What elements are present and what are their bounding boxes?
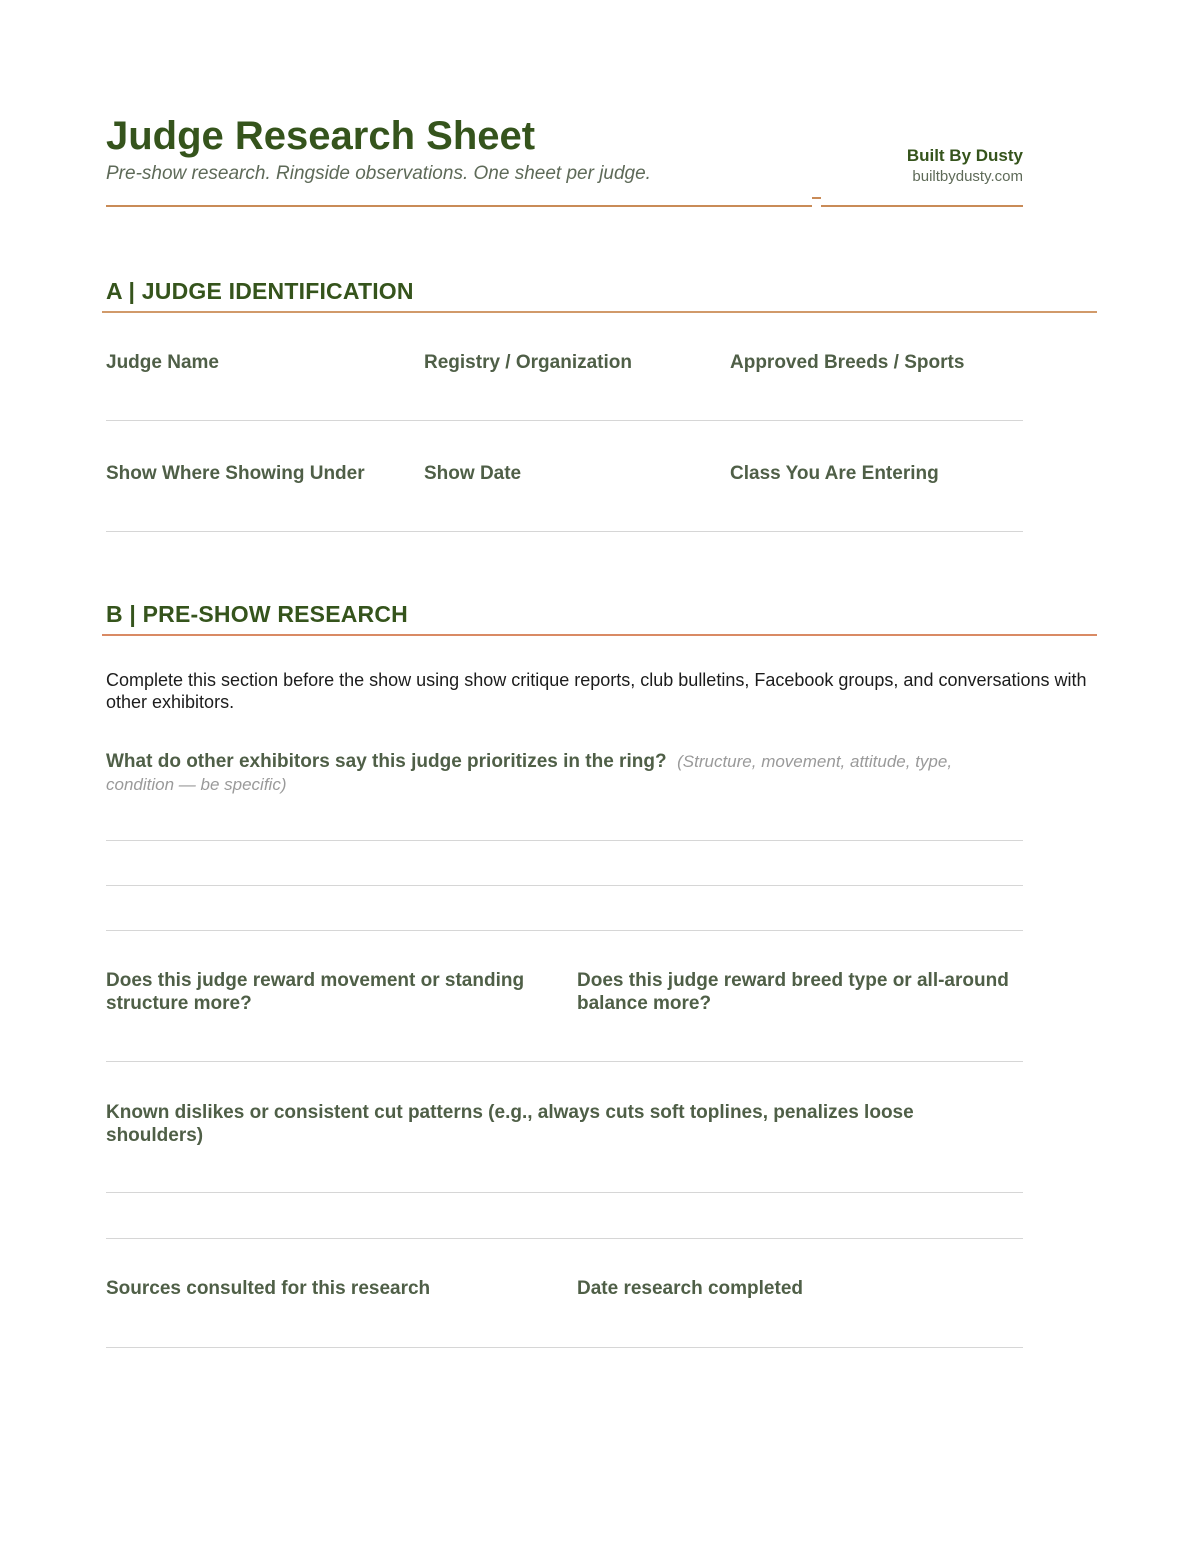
- priorities-question: [106, 750, 1006, 796]
- breed-type-question: Does this judge reward breed type or all-around balance more?: [577, 970, 1009, 1014]
- dislikes-answer-line-2[interactable]: [106, 1238, 1023, 1239]
- page-title: Judge Research Sheet: [106, 114, 536, 158]
- dislikes-answer-line-1[interactable]: [106, 1192, 1023, 1193]
- show-date-label: Show Date: [424, 463, 522, 484]
- brand-name: Built By Dusty: [906, 146, 1023, 165]
- judge-identification-answer-line-2[interactable]: [106, 531, 1023, 532]
- class-entering-label: Class You Are Entering: [730, 463, 939, 484]
- date-completed-question: Date research completed: [577, 1278, 803, 1299]
- header-divider-right: [821, 205, 1023, 207]
- sources-question: Sources consulted for this research: [106, 1278, 431, 1299]
- judge-identification-answer-line-1[interactable]: [106, 420, 1023, 421]
- sources-date-answer-line[interactable]: [106, 1347, 1023, 1348]
- priorities-question-text: What do other exhibitors say this judge prioritizes in the ring?: [106, 751, 667, 772]
- header-divider: [106, 205, 812, 207]
- approved-breeds-label: Approved Breeds / Sports: [730, 352, 965, 373]
- priorities-answer-line-2[interactable]: [106, 885, 1023, 886]
- priorities-question-hint: (Structure, movement, attitude, type, condition — be specific): [106, 752, 953, 794]
- section-b-divider: [102, 634, 1097, 636]
- registry-label: Registry / Organization: [424, 352, 632, 373]
- section-a-divider: [102, 311, 1097, 313]
- brand-url: builtbydusty.com: [912, 168, 1023, 185]
- header-divider-mark: [812, 197, 821, 199]
- dislikes-question: Known dislikes or consistent cut patterns (e.g., always cuts soft toplines, penalizes loose shoulders): [106, 1102, 914, 1146]
- show-where-label: Show Where Showing Under: [106, 463, 365, 484]
- judge-name-label: Judge Name: [106, 352, 219, 373]
- movement-breed-answer-line[interactable]: [106, 1061, 1023, 1062]
- movement-question: Does this judge reward movement or standing structure more?: [106, 970, 525, 1014]
- priorities-answer-line-3[interactable]: [106, 930, 1023, 931]
- priorities-answer-line-1[interactable]: [106, 840, 1023, 841]
- page-subtitle: Pre-show research. Ringside observations. One sheet per judge.: [106, 163, 651, 184]
- section-b-heading: B | PRE-SHOW RESEARCH: [106, 601, 408, 627]
- section-a-heading: A | JUDGE IDENTIFICATION: [106, 278, 414, 304]
- section-b-instructions: Complete this section before the show using show critique reports, club bulletins, Facebook groups, and conversations with other exhibitors.: [106, 670, 1087, 712]
